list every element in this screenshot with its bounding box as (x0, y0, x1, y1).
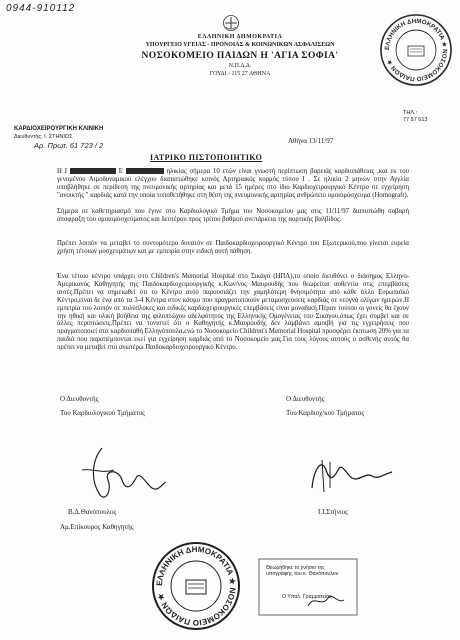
letterhead-republic: ΕΛΛΗΝΙΚΗ ΔΗΜΟΚΡΑΤΙΑ (197, 34, 283, 40)
patient-initial: Ε (118, 168, 123, 175)
left-signatory-name: Β.Δ.Θανόπουλος (68, 508, 117, 516)
document-date: Αθήνα 13/11/97 (288, 137, 334, 145)
svg-text:ΕΛΛΗΝΙΚΗ ΔΗΜΟΚΡΑΤΙΑ ★ ΝΟΣΟΚΟΜΕ: ΕΛΛΗΝΙΚΗ ΔΗΜΟΚΡΑΤΙΑ ★ ΝΟΣΟΚΟΜΕΙΟ ΠΑΙΔΩΝ ★ (383, 17, 449, 83)
letterhead-hospital-name: ΝΟΣΟΚΟΜΕΙΟ ΠΑΙΔΩΝ Η 'ΑΓΙΑ ΣΟΦΙΑ' (141, 51, 339, 61)
hospital-seal-top (378, 12, 454, 88)
body-paragraph (57, 168, 409, 200)
right-signatory-title: Ο Διευθυντής (286, 395, 325, 403)
handwritten-protocol-number: Αρ. Πρωτ. 61 723 / 2 (34, 141, 104, 150)
body-paragraph: Ένα τέτοιο κέντρο υπάρχει στο Children's Memorial Hospital στο Σικάγο (ΗΠΑ),το οποίο διευθύνει ο διάσημος Ελληνο-Αμερικανός Καθηγητής της Παιδοκαρδιοχειρουργικής κ.Κων/νος Μαυρουδής που θεωρείται αυθεντία στις επεμβάσεις αυτές.Πρέπει να σημειωθεί ότι το Κέντρο αυτό παρουσιάζει την χαμηλότερη θνησιμότητα από κάθε άλλο Ευρωπαϊκό Κέντρο,είναι δε ένα από τα 3-4 Κέντρα στον κόσμο που πραγματοποιούν μεταμοσχεύσεις καρδιάς σε νεογνά ολίγων ημερών.Η εμπειρία του λοιπόν σε πολύπλοκες και ειδικές καρδιοχειρουργικές επεμβάσεις είναι μοναδική.Πέραν τούτου οι γονείς θα έχουν την ηθική και υλική βοήθεια της φιλοπτώχου αδελφότητος της Ελληνικής Ομογένειας του Σικάγου,όπως έχει συμβεί και σε άλλες περιπτώσεις.Πρέπει να τονιστεί ότι ο Καθηγητής κ.Μαυρουδής δεν λαμβάνει αμοιβή για τις εγχειρήσεις που πραγματοποιεί στα καρδιοπαθή Ελληνόπουλα,ενώ το Νοσοκομείο Children's Memorial Hospital προσφέρει έκπτωση 20% για τα παιδιά που παραπέμπονται εκεί για εγχείρηση καρδιάς από το Νοσοκομείο μας.Για τους λόγους αυτούς ο ασθενής αυτός θα πρέπει να μεταβεί στο ανωτέρω Παιδοκαρδιοχειρουργικό Κέντρο. (57, 273, 409, 352)
patient-prefix: Η Ι (57, 168, 68, 175)
redaction-bar (126, 168, 164, 174)
svg-text:ΕΛΛΗΝΙΚΗ ΔΗΜΟΚΡΑΤΙΑ ★ ΝΟΣΟΚΟΜΕ: ΕΛΛΗΝΙΚΗ ΔΗΜΟΚΡΑΤΙΑ ★ ΝΟΣΟΚΟΜΕΙΟ ΠΑΙΔΩΝ ★ (154, 544, 238, 628)
left-handwritten-signature (62, 440, 182, 510)
redaction-bar (70, 168, 116, 174)
hospital-seal-bottom (150, 540, 242, 632)
left-signatory-department: Του Καρδιολογικού Τμήματος (60, 409, 145, 417)
body-paragraph: Πρέπει λοιπόν να μεταβεί το συντομότερο δυνατόν σε Παιδοκαρδιοχειρουργικό Κέντρο του Εξωτερικού,που γίνεται ευρεία χρήση τέτοιων μοσχευμάτων και με εμπειρία στην ειδική αυτή πάθηση. (57, 240, 409, 255)
right-signatory-department: Του Καρδιοχ/κού Τμήματος (286, 409, 365, 417)
telephone-label: ΤΗΛ.: (403, 110, 418, 116)
document-title: ΙΑΤΡΙΚΟ ΠΙΣΤΟΠΟΙΗΤΙΚΟ (150, 153, 263, 162)
handwritten-phone-number: 0944-910112 (6, 3, 76, 14)
letterhead-address: ΓΟΥΔΙ - 115 27 ΑΘΗΝΑ (209, 71, 271, 77)
coat-of-arms-icon (222, 14, 240, 32)
clinic-name: ΚΑΡΔΙΟΧΕΙΡΟΥΡΓΙΚΗ ΚΛΙΝΙΚΗ (14, 126, 104, 132)
verification-stamp-text: Θεωρήθηκε το γνήσιο της υπογραφής του κ. Θανόπουλου (266, 565, 339, 577)
left-signatory-position: Αμ.Επίκουρος Καθηγητής (60, 523, 134, 531)
right-signatory-name: Ι.Ι.Στήνιος (318, 508, 348, 516)
clinic-director: Διευθυντής: Ι. ΣΤΗΝΙΟΣ (14, 134, 73, 140)
body-paragraph: Σήμερα σε καθετηριασμό που έγινε στο Καρδιολογικό Τμήμα του Νοσοκομείου μας στις 11/11/97 διαπιστώθη σοβαρή αποφραξη του ομοιομοσχεύματος και δευτέρου προς τρίτου βαθμού ανεπάρκεια της αορτικής βαλβίδος. (57, 208, 409, 223)
telephone-number: 77 57 613 (403, 117, 428, 123)
verification-stamp-clerk: Ο Υπαλ. Γραμματείας (282, 594, 332, 600)
left-signatory-title: Ο Διευθυντής (60, 395, 99, 403)
right-handwritten-signature (300, 448, 400, 503)
letterhead-legal-entity: Ν.Π.Δ.Δ. (228, 63, 252, 69)
paragraph-text: ηλικίας σήμερα 10 ετών είναι γνωστή περίπτωση βαρειάς καρδιοπάθειας ,και εκ του γενομένου Αιμοδυναμικού ελέγχου διαπιστώθηκε κοινός Αρτηριακός κορμός τύπου Ι . Σε ηλικία 2 μηνών στην Αγγλία υποβλήθηκε σε περίδεση της πνευμονικής αρτηρίας και μετά 15 ημέρες στο ίδιο Καρδιοχειρουργικό Κέντρο σε εγχείρηση "ανοικτής " καρδιάς κατά την οποία τοποθετήθηκε στη θέση της πνευμονικής αρτηρίας ανθρώπειο ομοιομόσχευμα (Homograft). (57, 168, 409, 199)
letterhead-ministry: ΥΠΟΥΡΓΕΙΟ ΥΓΕΙΑΣ - ΠΡΟΝΟΙΑΣ & ΚΟΙΝΩΝΙΚΩΝ ΑΣΦΑΛΙΣΕΩΝ (145, 42, 335, 48)
